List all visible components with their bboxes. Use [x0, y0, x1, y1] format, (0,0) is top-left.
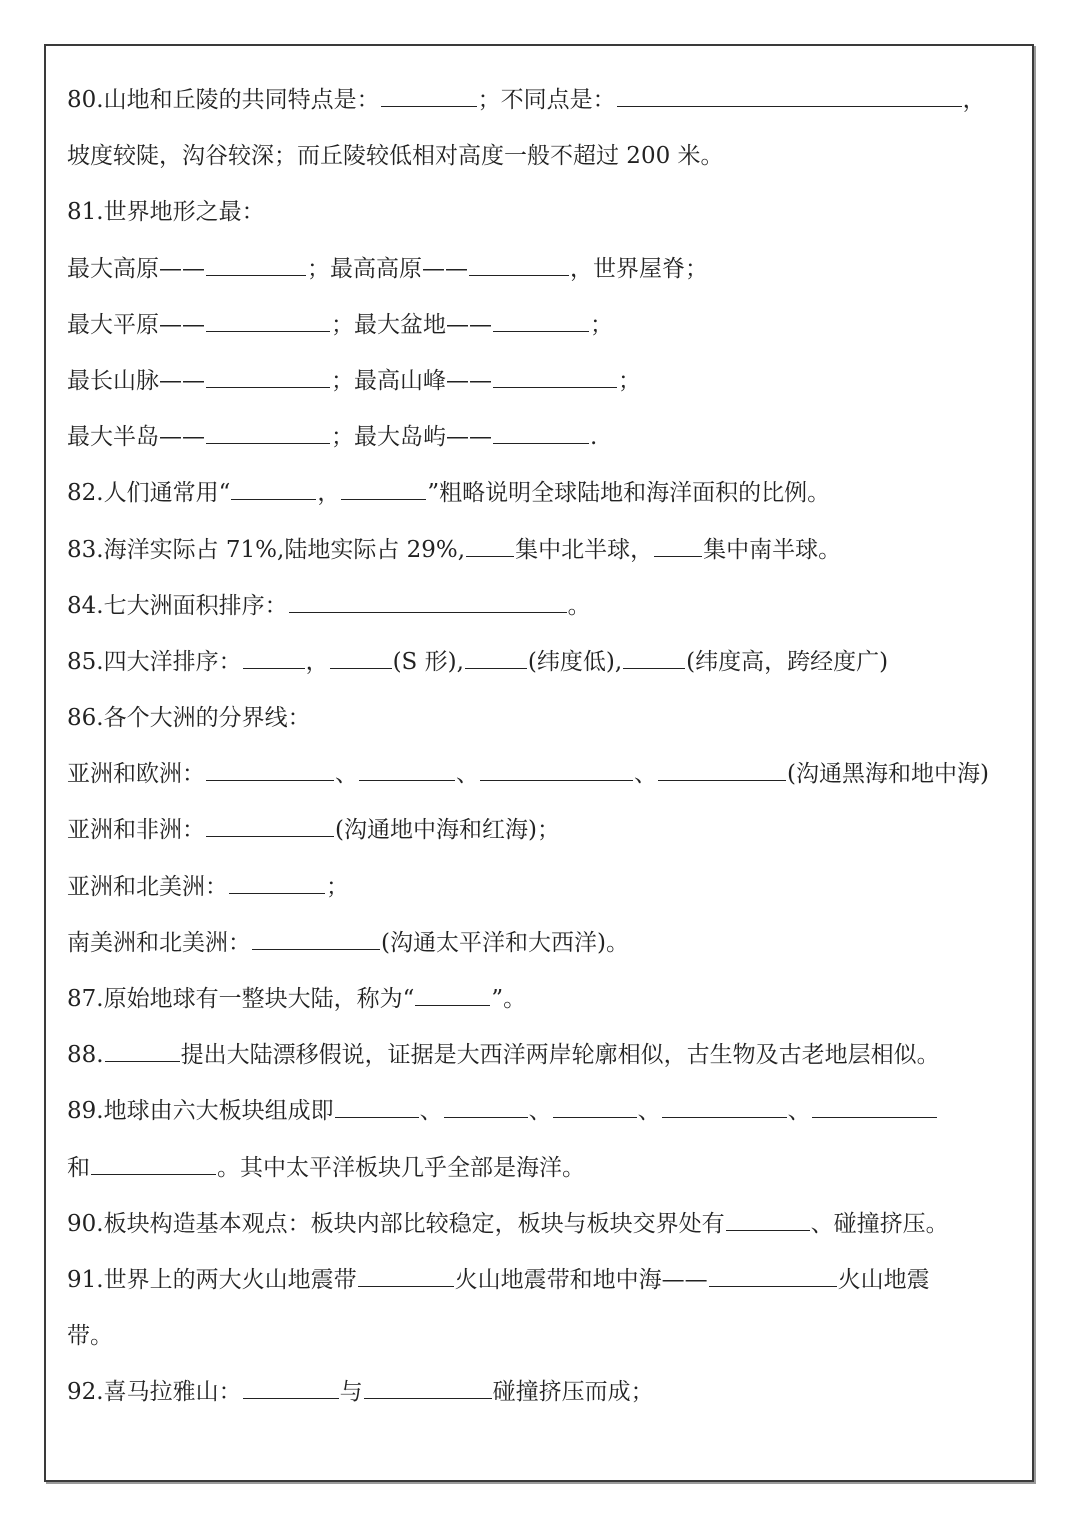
- answer-blank[interactable]: [493, 425, 589, 444]
- answer-blank[interactable]: [206, 257, 306, 276]
- q82-text: ”粗略说明全球陆地和海洋面积的比例。: [427, 480, 831, 507]
- answer-blank[interactable]: [381, 88, 477, 107]
- q87-line: [67, 971, 1017, 1027]
- answer-blank[interactable]: [553, 1099, 637, 1118]
- q83-text: 83.海洋实际占 71%,陆地实际占 29%,: [67, 536, 466, 563]
- q91-text: 火山地震带和地中海——: [454, 1266, 708, 1293]
- q81-title-text: 81.世界地形之最：: [67, 199, 265, 226]
- q90-line: [67, 1196, 1017, 1252]
- q92-text: 与: [339, 1379, 363, 1406]
- q86-label: (沟通太平洋和大西洋)。: [381, 929, 629, 956]
- q86-sep: 、: [456, 761, 479, 788]
- q81-label: .: [590, 424, 598, 451]
- answer-blank[interactable]: [444, 1099, 528, 1118]
- answer-blank[interactable]: [480, 762, 633, 781]
- q89-line-1: [67, 1083, 1017, 1139]
- q83-line: [67, 522, 1017, 578]
- answer-blank[interactable]: [364, 1380, 492, 1399]
- q88-text: 提出大陆漂移假说，证据是大西洋两岸轮廓相似，古生物及古老地层相似。: [180, 1042, 940, 1069]
- q81-row-1: [67, 241, 1017, 297]
- answer-blank[interactable]: [335, 1099, 419, 1118]
- q87-text: 87.原始地球有一整块大陆，称为“: [67, 986, 415, 1012]
- q84-text: 84.七大洲面积排序：: [67, 592, 288, 619]
- q81-label: 最大高原——: [67, 255, 205, 282]
- q86-label: 亚洲和北美洲：: [67, 873, 228, 900]
- q81-row-3: [67, 353, 1017, 409]
- q87-text: ”。: [491, 986, 527, 1012]
- answer-blank[interactable]: [206, 313, 330, 332]
- q91-text: 带。: [67, 1323, 113, 1350]
- answer-blank[interactable]: [812, 1099, 937, 1118]
- answer-blank[interactable]: [493, 313, 589, 332]
- answer-blank[interactable]: [231, 481, 316, 500]
- q80-text-c: ，: [962, 87, 986, 113]
- q91-text: 91.世界上的两大火山地震带: [67, 1266, 357, 1293]
- q88-line: [67, 1027, 1017, 1083]
- q81-label: 最长山脉——: [67, 367, 205, 394]
- answer-blank[interactable]: [466, 538, 514, 557]
- q83-text: 集中北半球，: [515, 536, 654, 563]
- q80-text-a: 80.山地和丘陵的共同特点是：: [67, 87, 380, 113]
- q89-text: 和: [67, 1154, 90, 1181]
- answer-blank[interactable]: [252, 931, 380, 950]
- q86-row-3: [67, 859, 1017, 915]
- q81-title: [67, 184, 1017, 240]
- q85-text: (纬度低),: [527, 648, 623, 675]
- q86-label: 亚洲和欧洲：: [67, 761, 205, 788]
- q86-title-text: 86.各个大洲的分界线：: [67, 705, 311, 732]
- answer-blank[interactable]: [617, 88, 962, 107]
- q86-label: (沟通黑海和地中海): [787, 761, 989, 788]
- q85-text: ，: [305, 648, 329, 675]
- q85-text: (纬度高，跨经度广): [686, 648, 889, 675]
- answer-blank[interactable]: [206, 762, 334, 781]
- answer-blank[interactable]: [658, 762, 786, 781]
- q82-text: 82.人们通常用“: [67, 480, 231, 507]
- q81-label: 最大半岛——: [67, 424, 205, 451]
- q88-text: 88.: [67, 1042, 104, 1069]
- answer-blank[interactable]: [623, 650, 685, 669]
- answer-blank[interactable]: [662, 1099, 787, 1118]
- q91-line-2: [67, 1308, 1017, 1364]
- q85-text: (S 形),: [392, 648, 464, 675]
- q92-text: 92.喜马拉雅山：: [67, 1379, 242, 1406]
- answer-blank[interactable]: [206, 369, 330, 388]
- q86-sep: 、: [335, 761, 358, 788]
- q81-label: ；: [590, 311, 613, 338]
- answer-blank[interactable]: [415, 987, 490, 1006]
- q92-line: [67, 1364, 1017, 1420]
- q85-text: 85.四大洋排序：: [67, 648, 242, 675]
- q81-label: ；最大盆地——: [331, 311, 492, 338]
- answer-blank[interactable]: [243, 1380, 339, 1399]
- q80-text-d: 坡度较陡，沟谷较深；而丘陵较低相对高度一般不超过 200 米。: [67, 143, 724, 170]
- answer-blank[interactable]: [243, 650, 305, 669]
- q89-text: 。其中太平洋板块几乎全部是海洋。: [217, 1154, 585, 1181]
- answer-blank[interactable]: [341, 481, 426, 500]
- q81-label: ；最大岛屿——: [331, 424, 492, 451]
- answer-blank[interactable]: [465, 650, 527, 669]
- q91-line-1: [67, 1252, 1017, 1308]
- answer-blank[interactable]: [469, 257, 569, 276]
- answer-blank[interactable]: [654, 538, 702, 557]
- q86-sep: 、: [634, 761, 657, 788]
- answer-blank[interactable]: [358, 1268, 454, 1287]
- q81-row-4: [67, 409, 1017, 465]
- q89-text: 89.地球由六大板块组成即: [67, 1098, 334, 1125]
- q90-text: 、碰撞挤压。: [810, 1210, 949, 1237]
- q81-label: ，世界屋脊；: [570, 255, 708, 282]
- q81-row-2: [67, 297, 1017, 353]
- q81-label: 最大平原——: [67, 311, 205, 338]
- q89-sep: 、: [787, 1098, 811, 1125]
- answer-blank[interactable]: [229, 875, 325, 894]
- q86-title: [67, 690, 1017, 746]
- worksheet-content: [67, 72, 1017, 1421]
- q89-sep: 、: [419, 1098, 443, 1125]
- q91-text: 火山地震: [837, 1266, 930, 1293]
- q84-line: [67, 578, 1017, 634]
- q85-line: [67, 634, 1017, 690]
- answer-blank[interactable]: [359, 762, 455, 781]
- q86-label: 亚洲和非洲：: [67, 817, 205, 844]
- q86-row-2: [67, 802, 1017, 858]
- answer-blank[interactable]: [206, 818, 334, 837]
- answer-blank[interactable]: [709, 1268, 837, 1287]
- q83-text: 集中南半球。: [703, 536, 842, 563]
- answer-blank[interactable]: [726, 1212, 810, 1231]
- q89-sep: 、: [637, 1098, 661, 1125]
- q86-label: (沟通地中海和红海)；: [335, 817, 560, 844]
- q86-row-4: [67, 915, 1017, 971]
- answer-blank[interactable]: [206, 425, 330, 444]
- answer-blank[interactable]: [91, 1156, 216, 1175]
- q86-row-1: [67, 746, 1017, 802]
- q86-label: 南美洲和北美洲：: [67, 929, 251, 956]
- q89-sep: 、: [528, 1098, 552, 1125]
- q82-text: ，: [317, 480, 341, 507]
- answer-blank[interactable]: [289, 594, 567, 613]
- q80-text-b: ；不同点是：: [477, 87, 616, 113]
- q81-label: ；: [618, 367, 641, 394]
- q80-line-2: [67, 128, 1017, 184]
- q90-text: 90.板块构造基本观点：板块内部比较稳定，板块与板块交界处有: [67, 1210, 725, 1237]
- answer-blank[interactable]: [105, 1043, 180, 1062]
- q84-text: 。: [567, 592, 591, 619]
- q86-label: ；: [326, 873, 349, 900]
- q81-label: ；最高高原——: [307, 255, 468, 282]
- q81-label: ；最高山峰——: [331, 367, 492, 394]
- q82-line: [67, 465, 1017, 521]
- answer-blank[interactable]: [493, 369, 617, 388]
- q92-text: 碰撞挤压而成；: [492, 1379, 654, 1406]
- q80-line-1: [67, 72, 1017, 128]
- q89-line-2: [67, 1140, 1017, 1196]
- answer-blank[interactable]: [330, 650, 392, 669]
